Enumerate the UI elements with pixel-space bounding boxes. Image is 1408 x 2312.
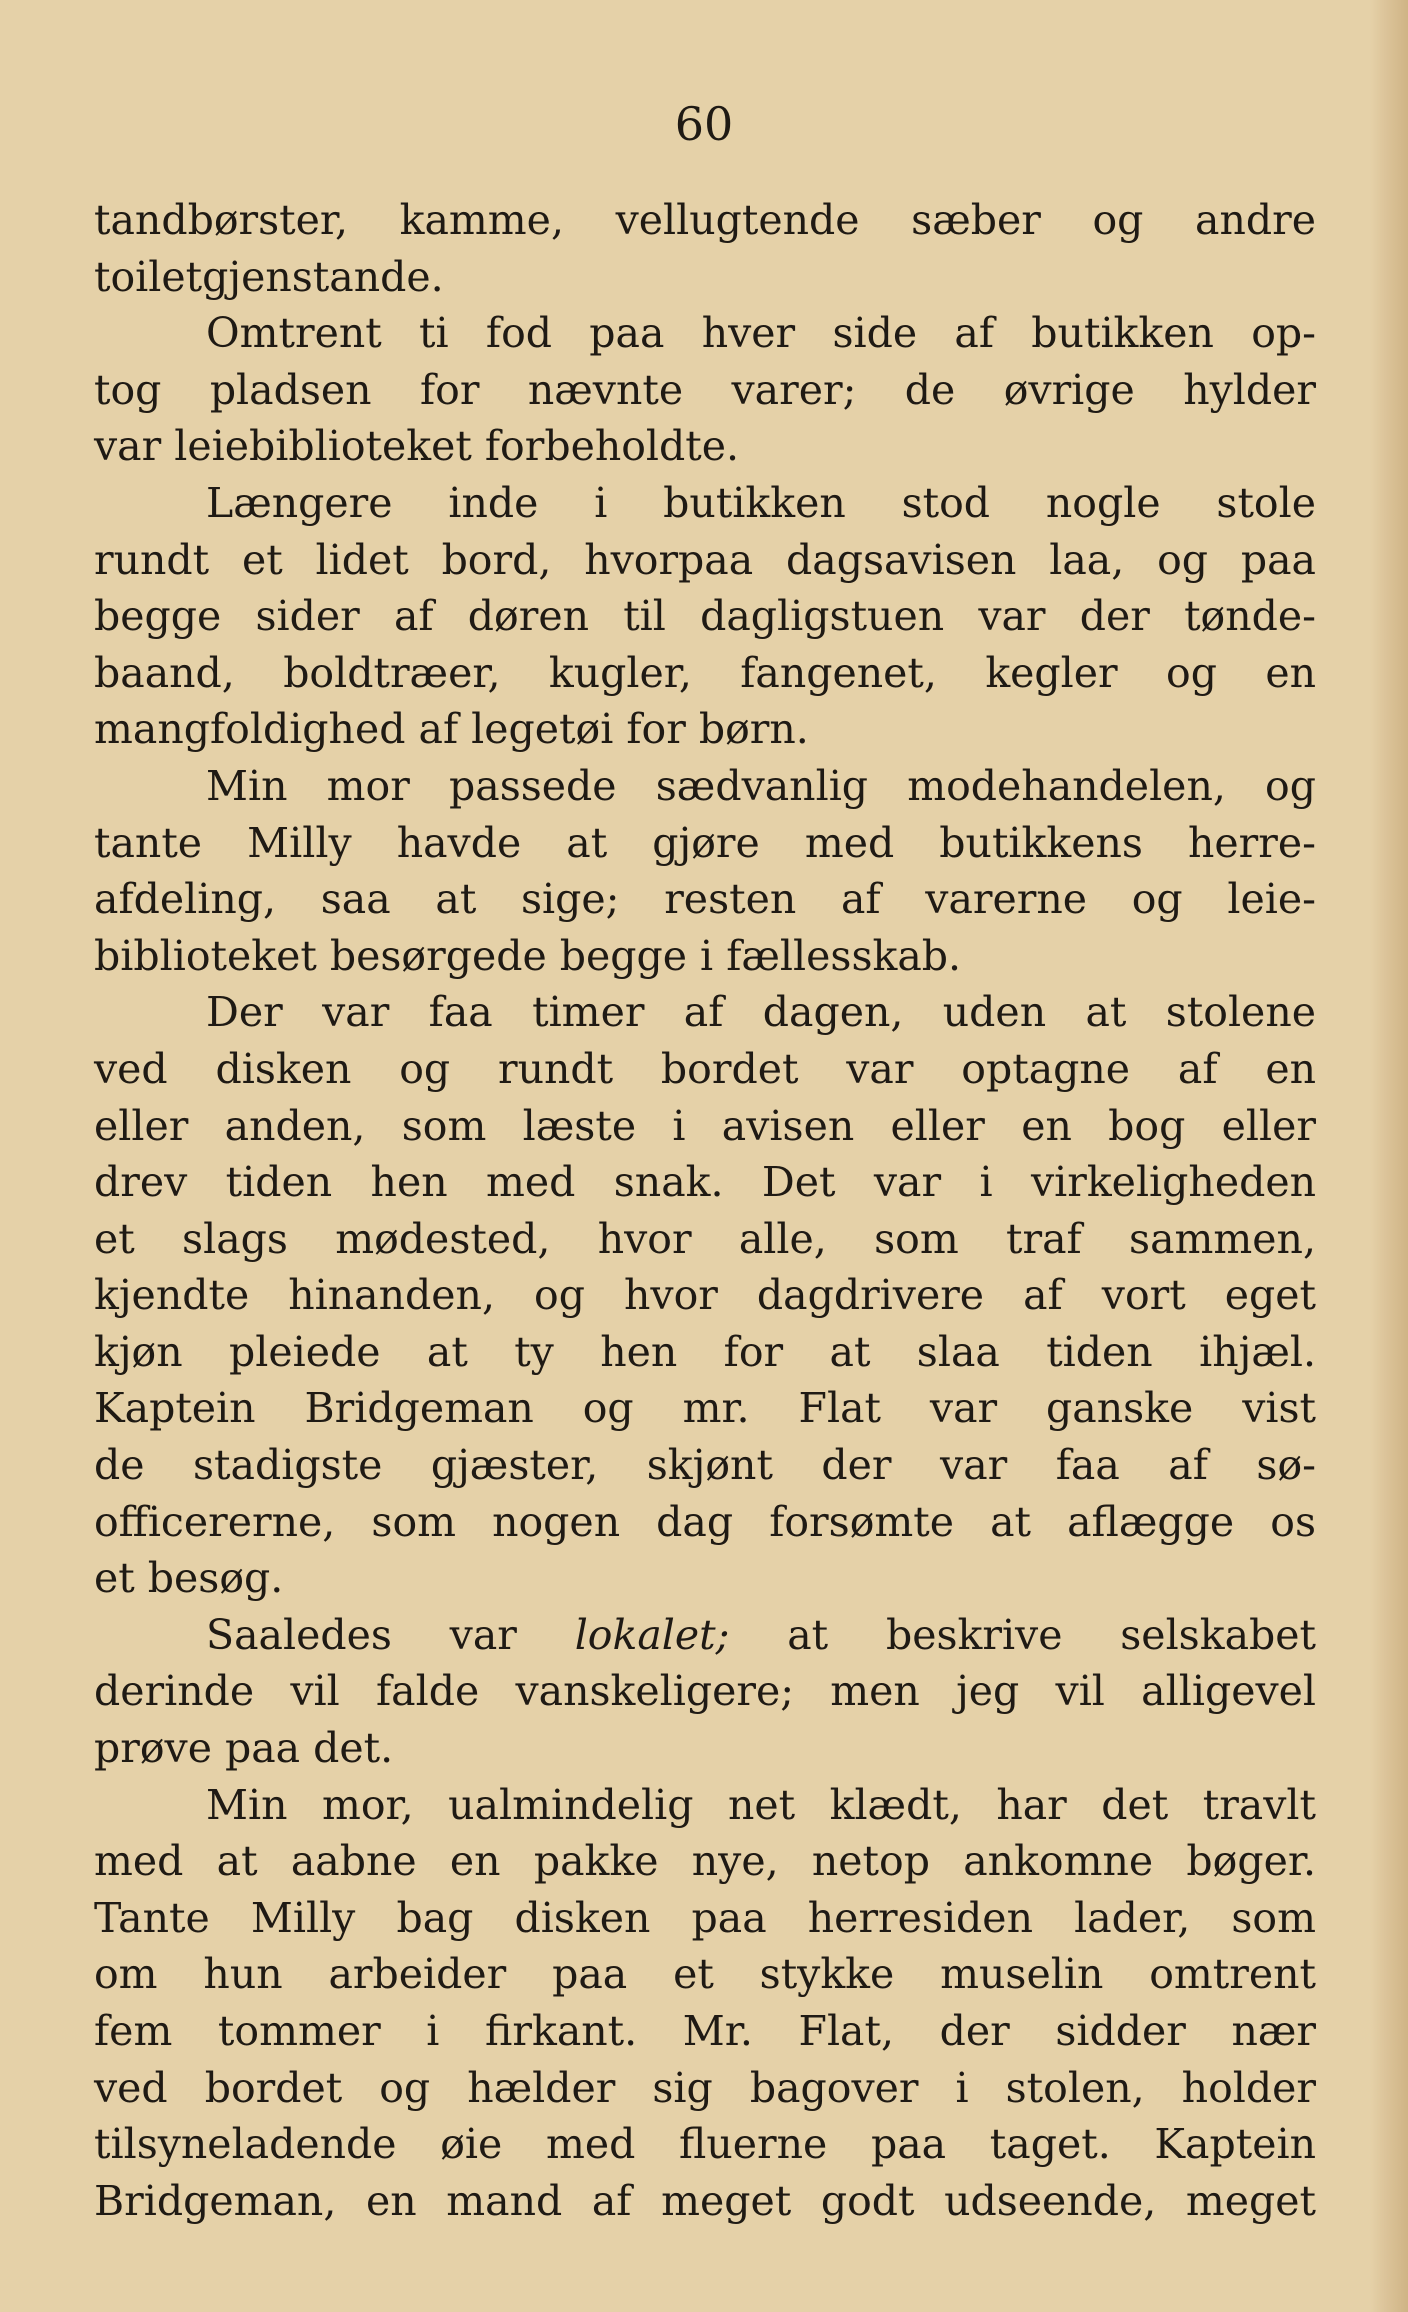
text-line: Bridgeman, en mand af meget godt udseende, meget (94, 2176, 1316, 2225)
text-line: tandbørster, kamme, vellugtende sæber og andre (94, 196, 1316, 244)
text-line: prøve paa det. (94, 1724, 394, 1773)
text-segment: at beskrive selskabet (729, 1610, 1316, 1659)
body-text (94, 192, 1316, 2229)
text-line: kjendte hinanden, og hvor dagdrivere af vort eget (94, 1271, 1316, 1320)
text-line: kjøn pleiede at ty hen for at slaa tiden ihjæl. (94, 1327, 1316, 1376)
text-line: biblioteket besørgede begge i fællesskab. (94, 931, 962, 980)
text-line: ved disken og rundt bordet var optagne af en (94, 1044, 1316, 1093)
text-line: med at aabne en pakke nye, netop ankomne bøger. (94, 1837, 1316, 1886)
text-line: tante Milly havde at gjøre med butikkens herre- (94, 818, 1316, 867)
italic-word: lokalet; (574, 1610, 730, 1659)
text-line: Kaptein Bridgeman og mr. Flat var ganske vist (94, 1384, 1316, 1433)
text-line: om hun arbeider paa et stykke muselin omtrent (94, 1950, 1316, 1999)
text-line: rundt et lidet bord, hvorpaa dagsavisen laa, og paa (94, 535, 1316, 584)
text-line: tog pladsen for nævnte varer; de øvrige hylder (94, 365, 1316, 414)
text-line: tilsyneladende øie med fluerne paa taget. Kaptein (94, 2120, 1316, 2169)
text-line: afdeling, saa at sige; resten af varerne og leie- (94, 875, 1316, 924)
text-line: Længere inde i butikken stod nogle stole (206, 478, 1316, 527)
page-number: 60 (674, 97, 734, 151)
text-line: et besøg. (94, 1554, 284, 1603)
text-line: Min mor, ualmindelig net klædt, har det travlt (206, 1780, 1316, 1829)
text-line: et slags mødested, hvor alle, som traf sammen, (94, 1214, 1316, 1263)
text-segment: Saaledes var (206, 1610, 575, 1659)
text-line: officererne, som nogen dag forsømte at aflægge os (94, 1497, 1316, 1546)
text-line: fem tommer i firkant. Mr. Flat, der sidder nær (94, 2007, 1316, 2055)
text-line: derinde vil falde vanskeligere; men jeg vil alligevel (94, 1667, 1316, 1716)
text-line: toiletgjenstande. (94, 252, 444, 301)
text-line: ved bordet og hælder sig bagover i stolen, holder (94, 2063, 1316, 2112)
text-line: drev tiden hen med snak. Det var i virkeligheden (94, 1158, 1316, 1207)
text-line: Tante Milly bag disken paa herresiden lader, som (94, 1893, 1316, 1942)
text-line: baand, boldtræer, kugler, fangenet, kegler og en (94, 648, 1316, 697)
text-line: mangfoldighed af legetøi for børn. (94, 705, 809, 754)
text-line: eller anden, som læste i avisen eller en bog eller (94, 1101, 1316, 1150)
text-line (94, 1607, 1316, 1664)
text-line: Min mor passede sædvanlig modehandelen, og (206, 761, 1316, 810)
text-line: begge sider af døren til dagligstuen var der tønde- (94, 592, 1316, 641)
text-line: de stadigste gjæster, skjønt der var faa af sø- (94, 1441, 1316, 1490)
page-edge-shadow (1370, 0, 1408, 2312)
text-line: var leiebiblioteket forbeholdte. (94, 422, 740, 471)
text-line: Omtrent ti fod paa hver side af butikken op- (206, 309, 1316, 358)
text-line: Der var faa timer af dagen, uden at stolene (206, 988, 1316, 1037)
